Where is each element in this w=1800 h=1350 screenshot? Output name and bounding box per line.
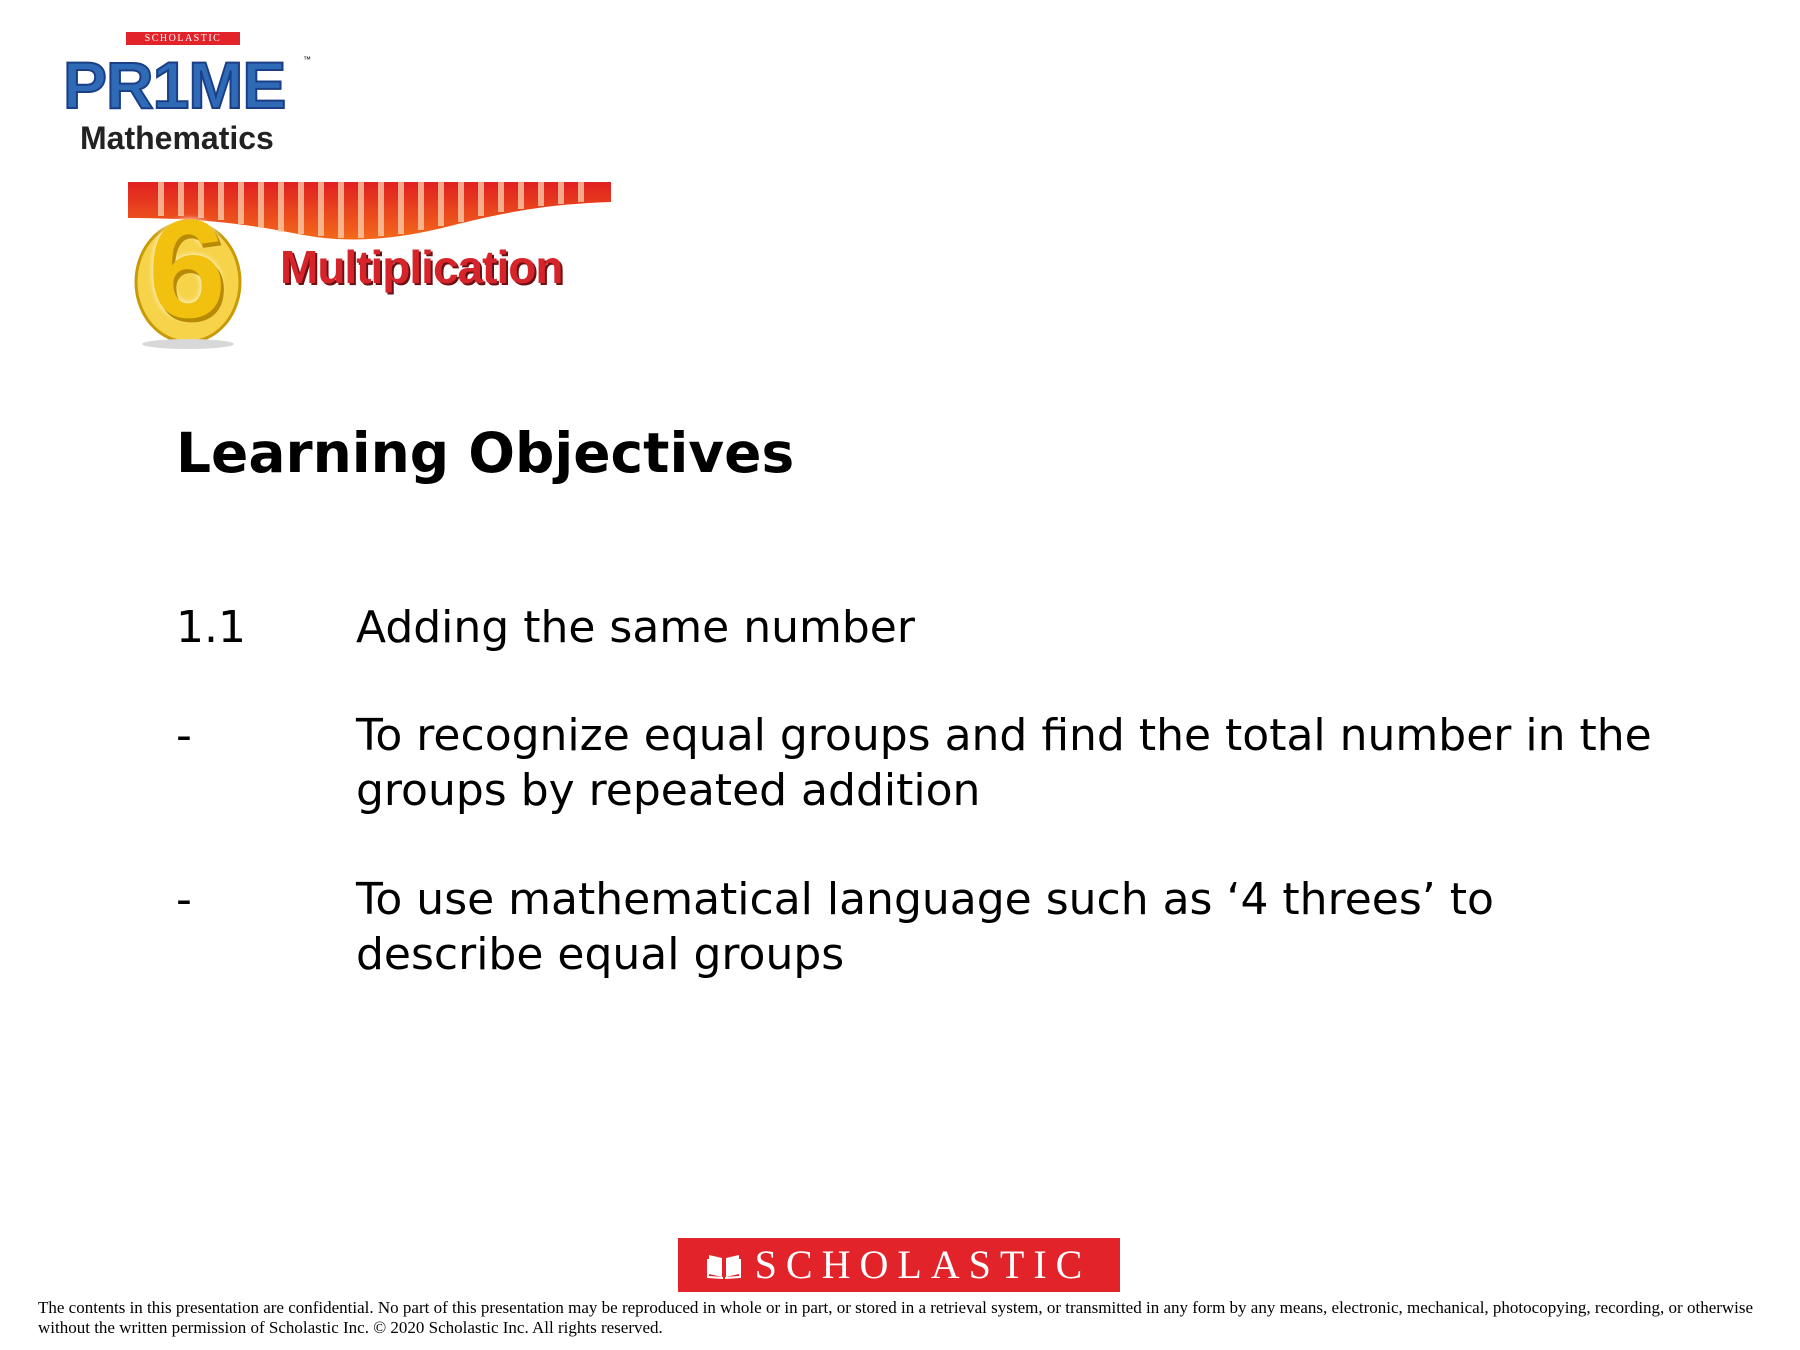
publisher-name: SCHOLASTIC (754, 1242, 1092, 1287)
objective-marker: - (176, 874, 192, 925)
chapter-banner (128, 182, 611, 352)
copyright-notice: The contents in this presentation are confidential. No part of this presentation may be reproduced in whole or in part, or stored in a retrieval system, or transmitted in any form by any means, electronic, mechanical, photocopying, recording, or otherwise without the written permission of Scholastic Inc. © 2020 Scholastic Inc. All rights reserved. (38, 1298, 1754, 1337)
objective-text: Adding the same number (356, 602, 915, 653)
chapter-number: 6 (148, 190, 226, 347)
objective-marker: 1.1 (176, 602, 246, 653)
scholastic-tag: SCHOLASTIC (126, 32, 240, 45)
open-book-icon (707, 1251, 741, 1279)
prime-mathematics-logo (63, 30, 313, 160)
scholastic-logo (678, 1238, 1120, 1292)
objective-text: To recognize equal groups and find the total number in the groups by repeated addition (356, 710, 1652, 816)
subject-label: Mathematics (80, 120, 274, 156)
prime-brand: PR1ME (63, 48, 286, 122)
trademark-mark: ™ (303, 55, 311, 64)
objective-marker: - (176, 710, 192, 761)
page-title: Learning Objectives (176, 421, 795, 485)
objective-text: To use mathematical language such as ‘4 threes’ to describe equal groups (356, 874, 1494, 980)
chapter-title: Multiplication (280, 241, 563, 293)
